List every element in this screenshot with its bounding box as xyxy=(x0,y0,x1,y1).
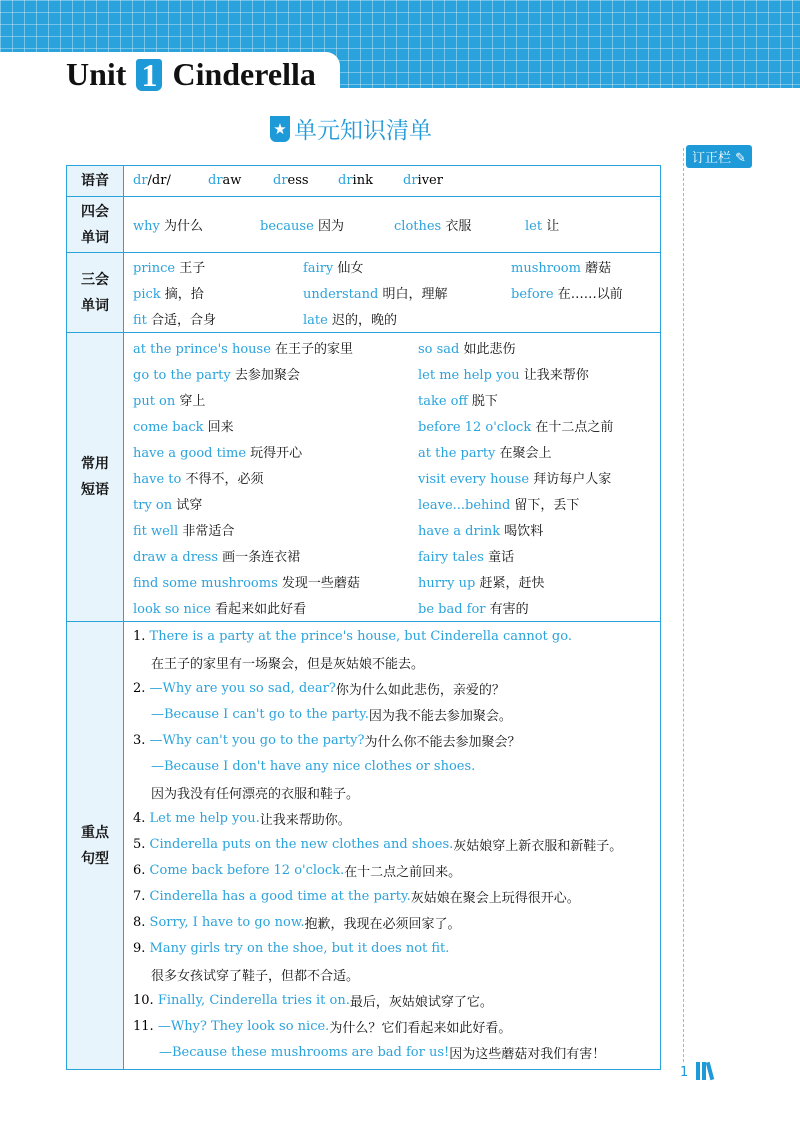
phonics-key: dr xyxy=(133,172,148,188)
sentence-number: 7. xyxy=(133,888,146,904)
chinese-meaning: 摘，拾 xyxy=(164,286,204,302)
chinese-meaning: 在王子的家里 xyxy=(275,341,354,357)
phrase-line xyxy=(125,594,659,620)
sentence-number: 6. xyxy=(133,862,146,878)
chinese-meaning: 衣服 xyxy=(445,219,472,234)
phonics-row xyxy=(67,166,661,197)
english-term: let xyxy=(525,219,543,234)
phrase-line xyxy=(125,464,659,490)
sentence-chinese: 因为我没有任何漂亮的衣服和鞋子。 xyxy=(151,786,360,802)
chinese-meaning: 合适，合身 xyxy=(151,312,217,328)
row-label: 语音 xyxy=(67,166,124,197)
english-term: try on xyxy=(133,497,173,513)
phonics-key: dr xyxy=(208,172,223,188)
english-term: come back xyxy=(133,419,204,435)
sentence-number: 1. xyxy=(133,628,146,644)
sentence-number: 10. xyxy=(133,992,154,1008)
vocab-item xyxy=(418,468,648,487)
sentence-chinese: 在十二点之前回来。 xyxy=(344,864,462,880)
sentence-english: Cinderella puts on the new clothes and shoes. xyxy=(149,836,454,852)
vocab-line xyxy=(125,279,659,305)
phonics-key: dr xyxy=(403,172,418,188)
chinese-meaning: 在……以前 xyxy=(557,286,623,302)
phrase-line xyxy=(125,542,659,568)
sentence-number: 3. xyxy=(133,732,146,748)
chinese-meaning: 因为 xyxy=(317,219,344,234)
chinese-meaning: 明白，理解 xyxy=(382,286,448,302)
english-term: have to xyxy=(133,471,182,487)
phrase-line xyxy=(125,490,659,516)
vocab-item xyxy=(133,215,260,234)
english-term: draw a dress xyxy=(133,549,219,565)
english-term: let me help you xyxy=(418,367,520,383)
sentence-english: Sorry, I have to go now. xyxy=(149,914,305,930)
sentence-number: 2. xyxy=(133,680,146,696)
sentence-english: Let me help you. xyxy=(149,810,260,826)
sentence-line xyxy=(125,753,659,779)
vocab-item xyxy=(133,468,418,487)
phonics-word xyxy=(403,173,473,188)
vocab-item xyxy=(418,598,648,617)
sentence-chinese: 抱歉，我现在必须回家了。 xyxy=(304,916,461,932)
english-term: fit xyxy=(133,312,147,328)
chinese-meaning: 王子 xyxy=(179,260,206,276)
sentence-line xyxy=(125,883,659,909)
sentence-line xyxy=(125,961,659,987)
vocab-item xyxy=(418,364,648,383)
page-number: 1 xyxy=(680,1065,689,1080)
vocab-item xyxy=(418,520,648,539)
knowledge-table xyxy=(66,165,661,1070)
sentence-number: 5. xyxy=(133,836,146,852)
english-term: so sad xyxy=(418,341,460,357)
vocab-item xyxy=(418,390,648,409)
english-term: leave...behind xyxy=(418,497,511,513)
star-icon: ★ xyxy=(270,116,290,142)
phonics-key: dr xyxy=(338,172,353,188)
unit-title xyxy=(66,56,316,93)
three-skill-row xyxy=(67,253,661,333)
chinese-meaning: 去参加聚会 xyxy=(234,367,300,383)
sentence-line xyxy=(125,701,659,727)
chinese-meaning: 画一条连衣裙 xyxy=(222,549,301,565)
english-term: prince xyxy=(133,260,176,276)
chinese-meaning: 拜访每户人家 xyxy=(533,471,612,487)
chinese-meaning: 让 xyxy=(546,219,560,234)
english-term: understand xyxy=(303,286,379,302)
sentence-number: 8. xyxy=(133,914,146,930)
sentence-line xyxy=(125,779,659,805)
vocab-item xyxy=(418,338,648,357)
sentence-line xyxy=(125,623,659,649)
english-term: hurry up xyxy=(418,575,476,591)
phrase-line xyxy=(125,568,659,594)
phrase-line xyxy=(125,412,659,438)
sentence-english: —Why are you so sad, dear? xyxy=(149,680,336,696)
sentence-line xyxy=(125,831,659,857)
vocab-item xyxy=(511,257,651,276)
english-term: why xyxy=(133,219,160,234)
phonics-rest: ink xyxy=(352,172,373,188)
chinese-meaning: 发现一些蘑菇 xyxy=(281,575,360,591)
sentence-number: 9. xyxy=(133,940,146,956)
unit-number-badge: 1 xyxy=(136,59,162,91)
phrase-line xyxy=(125,360,659,386)
sentence-english: —Because I don't have any nice clothes or shoes. xyxy=(151,758,476,774)
correction-badge xyxy=(686,145,752,168)
english-term: pick xyxy=(133,286,161,302)
vocab-item xyxy=(303,283,511,302)
english-term: take off xyxy=(418,393,468,409)
sentence-line xyxy=(125,857,659,883)
sentence-english: Finally, Cinderella tries it on. xyxy=(157,992,350,1008)
phrase-line xyxy=(125,516,659,542)
vocab-item xyxy=(133,338,418,357)
sentence-line xyxy=(125,909,659,935)
sentence-line xyxy=(125,1013,659,1039)
english-term: fairy xyxy=(303,260,334,276)
sentence-chinese: 你为什么如此悲伤，亲爱的？ xyxy=(335,682,505,698)
english-term: before 12 o'clock xyxy=(418,419,532,435)
row-label: 重点 句型 xyxy=(67,622,124,1070)
phrase-line xyxy=(125,438,659,464)
sentence-line xyxy=(125,987,659,1013)
english-term: put on xyxy=(133,393,176,409)
sentence-english: Cinderella has a good time at the party. xyxy=(149,888,411,904)
sentence-chinese: 最后，灰姑娘试穿了它。 xyxy=(349,994,493,1010)
vocab-line xyxy=(125,305,659,331)
phrases-row xyxy=(67,333,661,622)
chinese-meaning: 留下，丢下 xyxy=(514,497,580,513)
sentence-chinese: 因为这些蘑菇对我们有害！ xyxy=(449,1046,606,1062)
sentence-line xyxy=(125,649,659,675)
phonics-key: dr xyxy=(273,172,288,188)
english-term: mushroom xyxy=(511,260,581,276)
phonics-word xyxy=(273,173,338,188)
chinese-meaning: 童话 xyxy=(488,549,515,565)
english-term: because xyxy=(260,219,314,234)
sentence-english: —Why can't you go to the party? xyxy=(149,732,365,748)
chinese-meaning: 蘑菇 xyxy=(585,260,612,276)
vocab-item xyxy=(418,572,648,591)
english-term: be bad for xyxy=(418,601,486,617)
chinese-meaning: 在十二点之前 xyxy=(535,419,614,435)
vocab-item xyxy=(133,598,418,617)
chinese-meaning: 穿上 xyxy=(179,393,206,409)
chinese-meaning: 试穿 xyxy=(176,497,203,513)
vocab-item xyxy=(303,257,511,276)
sentence-english: There is a party at the prince's house, but Cinderella cannot go. xyxy=(149,628,572,644)
vocab-item xyxy=(133,442,418,461)
chinese-meaning: 喝饮料 xyxy=(504,523,544,539)
unit-name: Cinderella xyxy=(172,56,316,92)
vocab-item xyxy=(133,520,418,539)
vocab-item xyxy=(133,494,418,513)
phonics-word xyxy=(208,173,273,188)
four-skill-line xyxy=(125,212,659,238)
chinese-meaning: 玩得开心 xyxy=(250,445,303,461)
chinese-meaning: 迟的，晚的 xyxy=(331,312,397,328)
sentence-chinese: 灰姑娘在聚会上玩得很开心。 xyxy=(410,890,580,906)
vocab-item xyxy=(418,546,648,565)
english-term: have a good time xyxy=(133,445,247,461)
phonics-rest: iver xyxy=(417,172,443,188)
sentence-line xyxy=(125,675,659,701)
phrase-line xyxy=(125,334,659,360)
chinese-meaning: 仙女 xyxy=(337,260,364,276)
chinese-meaning: 让我来帮你 xyxy=(523,367,589,383)
chinese-meaning: 非常适合 xyxy=(182,523,235,539)
sentences-row xyxy=(67,622,661,1070)
sentence-line xyxy=(125,727,659,753)
vocab-item xyxy=(394,215,525,234)
english-term: clothes xyxy=(394,219,442,234)
chinese-meaning: 为什么 xyxy=(164,219,204,234)
row-label: 四会 单词 xyxy=(67,197,124,253)
vocab-item xyxy=(133,309,303,328)
english-term: have a drink xyxy=(418,523,501,539)
sentence-english: Many girls try on the shoe, but it does not fit. xyxy=(149,940,450,956)
vocab-item xyxy=(418,442,648,461)
sentence-chinese: 很多女孩试穿了鞋子，但都不合适。 xyxy=(151,968,360,984)
sentence-line xyxy=(125,935,659,961)
english-term: visit every house xyxy=(418,471,530,487)
unit-word: Unit xyxy=(66,56,127,92)
vocab-item xyxy=(133,283,303,302)
sentence-number: 11. xyxy=(133,1018,154,1034)
books-icon xyxy=(696,1062,712,1080)
row-label: 三会 单词 xyxy=(67,253,124,333)
english-term: before xyxy=(511,286,554,302)
phonics-rest: ess xyxy=(287,172,309,188)
chinese-meaning: 不得不，必须 xyxy=(185,471,264,487)
chinese-meaning: 如此悲伤 xyxy=(463,341,516,357)
sentence-chinese: 为什么你不能去参加聚会？ xyxy=(364,734,521,750)
sentence-english: —Why? They look so nice. xyxy=(157,1018,330,1034)
chinese-meaning: 回来 xyxy=(207,419,234,435)
sentence-chinese: 灰姑娘穿上新衣服和新鞋子。 xyxy=(453,838,623,854)
english-term: find some mushrooms xyxy=(133,575,278,591)
vocab-item xyxy=(525,215,585,234)
vocab-item xyxy=(133,257,303,276)
phrase-line xyxy=(125,386,659,412)
chinese-meaning: 在聚会上 xyxy=(499,445,552,461)
english-term: look so nice xyxy=(133,601,211,617)
phonics-line xyxy=(125,167,659,193)
sentence-number: 4. xyxy=(133,810,146,826)
row-label: 常用 短语 xyxy=(67,333,124,622)
chinese-meaning: 看起来如此好看 xyxy=(215,601,307,617)
chinese-meaning: 脱下 xyxy=(471,393,498,409)
vocab-item xyxy=(133,416,418,435)
section-heading xyxy=(270,112,432,145)
chinese-meaning: 赶紧，赶快 xyxy=(479,575,545,591)
english-term: late xyxy=(303,312,328,328)
sentence-chinese: 让我来帮助你。 xyxy=(259,812,351,828)
vocab-item xyxy=(133,546,418,565)
english-term: at the party xyxy=(418,445,496,461)
english-term: fairy tales xyxy=(418,549,484,565)
vocab-item xyxy=(133,572,418,591)
sentence-chinese: 为什么？它们看起来如此好看。 xyxy=(329,1020,512,1036)
sentence-chinese: 因为我不能去参加聚会。 xyxy=(368,708,512,724)
vocab-item xyxy=(418,494,648,513)
vocab-line xyxy=(125,253,659,279)
sentence-english: Come back before 12 o'clock. xyxy=(149,862,345,878)
four-skill-row xyxy=(67,197,661,253)
phonics-rest: aw xyxy=(222,172,242,188)
sentence-english: —Because I can't go to the party. xyxy=(151,706,369,722)
chinese-meaning: 有害的 xyxy=(489,601,529,617)
pencil-icon: ✎ xyxy=(735,151,747,166)
english-term: at the prince's house xyxy=(133,341,271,357)
sentence-line xyxy=(125,1039,659,1065)
english-term: go to the party xyxy=(133,367,231,383)
vocab-item xyxy=(133,390,418,409)
vocab-item xyxy=(418,416,648,435)
sentence-line xyxy=(125,805,659,831)
correction-margin-line xyxy=(683,148,684,1062)
vocab-item xyxy=(133,364,418,383)
vocab-item xyxy=(511,283,651,302)
english-term: fit well xyxy=(133,523,179,539)
phonics-word xyxy=(338,173,403,188)
phonics-sound: /dr/ xyxy=(147,172,171,188)
correction-label: 订正栏 xyxy=(692,151,732,166)
sentence-english: —Because these mushrooms are bad for us! xyxy=(159,1044,450,1060)
sentence-chinese: 在王子的家里有一场聚会，但是灰姑娘不能去。 xyxy=(151,656,425,672)
vocab-item xyxy=(260,215,394,234)
page-footer xyxy=(680,1062,712,1080)
section-title: 单元知识清单 xyxy=(294,118,432,144)
vocab-item xyxy=(303,309,511,328)
